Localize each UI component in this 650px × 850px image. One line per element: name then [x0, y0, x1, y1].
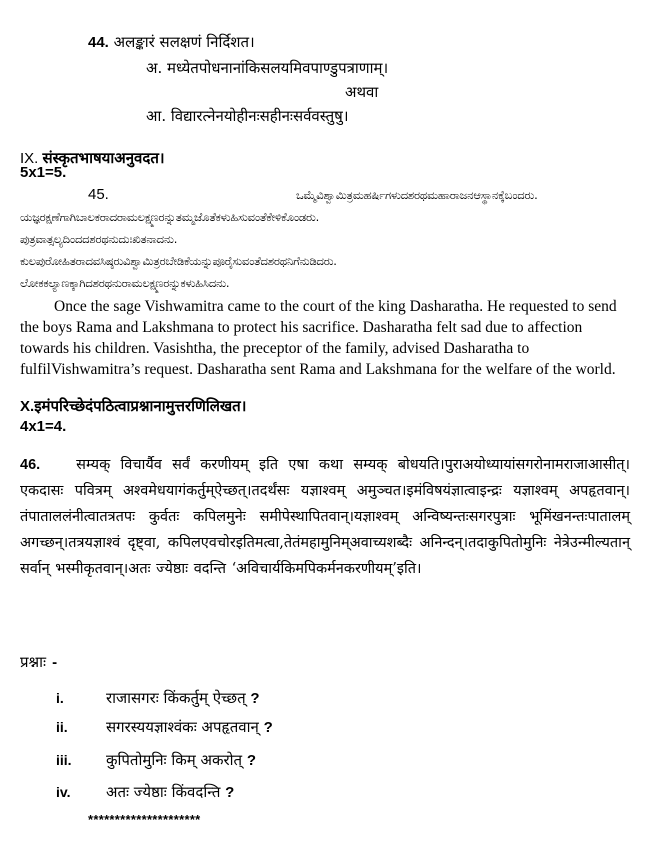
section-10-marks: 4x1=4.: [20, 418, 67, 435]
sub-question-text: अतः ज्येष्ठाः किंवदन्ति: [106, 783, 226, 801]
question-number: 46.: [20, 457, 41, 473]
question-mark: ?: [246, 752, 256, 769]
sub-question-text: राजासगरः किंकर्तुम् ऐच्छत्: [106, 689, 251, 707]
sub-question-number: i.: [56, 690, 64, 706]
question-mark: ?: [250, 690, 260, 707]
sub-question-number: iv.: [56, 784, 71, 800]
english-passage: Once the sage Vishwamitra came to the court of the king Dasharatha. He requested to send the boys Rama and Lakshmana to protect his sacrifice. Dasharatha felt sad due to affection towards his children. Vasishtha, the preceptor of the family, advised Dasharatha to fulfilVishwamitra’s request. Dasharatha sent Rama and Lakshmana for the welfare of the world.: [20, 298, 617, 378]
sanskrit-passage: सम्यक् विचार्यैव सर्वं करणीयम् इति एषा कथा सम्यक् बोधयति।पुराअयोध्यायांसगरोनामराजाआसीत्।एकदासः पवित्रम् अश्वमेधयागंकर्तुम्ऐच्छत्।तदर्थंसः यज्ञाश्वम् अमुञ्चत।इमंविषयंज्ञात्वाइन्द्रः यज्ञाश्वम् अपहृतवान्।तंपाताललंनीत्वातत्रतपः कुर्वतः कपिलमुनेः समीपेस्थापितवान्।यज्ञाश्वम् अन्विष्यन्तःसगरपुत्राः भूमिंखनन्तःपातालम् अगच्छन्।तत्रयज्ञाश्वं दृष्ट्वा, कपिलएवचोरइतिमत्वा,तेतंमहामुनिम्अवाच्यशब्दैः अनिन्दन्।तदाकुपितोमुनिः नेत्रेउन्मील्यतान् सर्वान् भस्मीकृतवान्।अतः ज्येष्ठाः वदन्ति ‘अविचार्यकिमपिकर्मनकरणीयम्’इति।: [20, 457, 630, 577]
questions-label: [20, 652, 57, 672]
section-10-heading: [20, 396, 246, 416]
section-roman: X.: [20, 398, 35, 415]
prashna-dash: -: [52, 654, 58, 671]
question-mark: ?: [225, 784, 235, 801]
sub-question: [56, 782, 234, 802]
question-instruction: अलङ्कारं सलक्षणं निर्दिशत।: [113, 33, 255, 51]
kannada-line: ಲೋಕಕಲ್ಯಾಣಕ್ಕಾಗಿದಶರಥನುರಾಮಲಕ್ಷ್ಮಣರನ್ನುಕಳುಹಿಸಿದನು.: [20, 276, 230, 290]
option-a: अ. मध्येतपोधनानांकिसलयमिवपाण्डुपत्राणाम्।: [146, 59, 389, 77]
question-45-number: 45.: [88, 186, 109, 203]
sub-question-number: ii.: [56, 719, 68, 735]
sub-question-text: सगरस्ययज्ञाश्वंकः अपहृतवान्: [106, 718, 264, 736]
question-number: 44.: [88, 34, 109, 51]
sub-question: [56, 688, 260, 708]
section-title: संस्कृतभाषयाअनुवदत।: [42, 149, 165, 167]
prashna-label: प्रश्नाः: [20, 653, 47, 671]
question-mark: ?: [263, 719, 273, 736]
question-46: [20, 452, 630, 582]
option-aa: आ. विद्यारत्नेनयोहीनःसहीनःसर्ववस्तुषु।: [146, 107, 349, 125]
kannada-line: ಪುತ್ರವಾತ್ಸಲ್ಯದಿಂದದಶರಥನುದುಃಖಿತನಾದನು.: [20, 232, 178, 246]
sub-question: [56, 717, 273, 737]
footer-stars: *********************: [88, 812, 201, 827]
question-44: [88, 32, 255, 52]
section-roman: IX.: [20, 150, 39, 167]
kannada-line: ಒಮ್ಮೆವಿಶ್ವಾಮಿತ್ರಮಹರ್ಷಿಗಳುದಶರಥಮಹಾರಾಜನಆಸ್ಥಾನಕ್ಕೆಬಂದರು.: [296, 188, 538, 202]
kannada-line: ಯಜ್ಞರಕ್ಷಣೆಗಾಗಿಬಾಲಕರಾದರಾಮಲಕ್ಷ್ಮಣರನ್ನುತಮ್ಮಜೊತೆಕಳುಹಿಸುವಂತೆಕೇಳಿಕೊಂಡರು.: [20, 210, 320, 224]
sub-question-text: कुपितोमुनिः किम् अकरोत्: [106, 751, 247, 769]
kannada-line: ಕುಲಪುರೋಹಿತರಾದವಸಿಷ್ಠರುವಿಶ್ವಾಮಿತ್ರರಬೇಡಿಕೆಯನ್ನುಪೂರೈಸುವಂತೆದಶರಥನಿಗೆನುಡಿದರು.: [20, 254, 337, 268]
section-9-marks: 5x1=5.: [20, 164, 67, 181]
or-separator: अथवा: [345, 83, 379, 101]
sub-question: [56, 750, 256, 770]
sub-question-number: iii.: [56, 752, 72, 768]
section-title: इमंपरिच्छेदंपठित्वाप्रश्नानामुत्तरणिलिखत।: [34, 397, 247, 415]
